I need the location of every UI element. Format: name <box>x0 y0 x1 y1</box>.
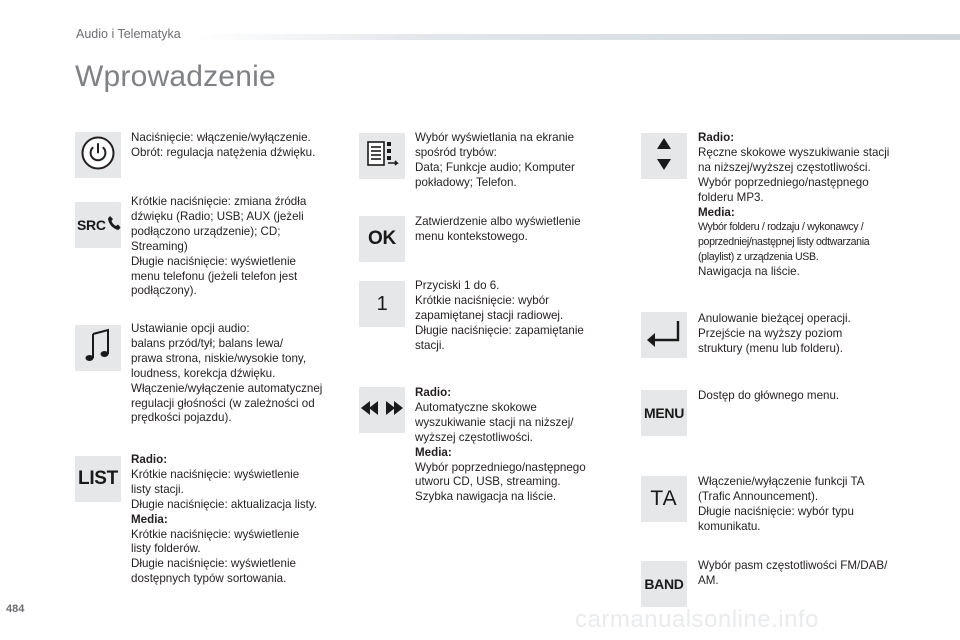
display-mode-icon <box>364 136 400 177</box>
ta-description: Włączenie/wyłączenie funkcji TA (Trafic Announcement). Długie naciśnięcie: wybór typu komunikatu. <box>698 475 865 533</box>
seek-arrows-icon <box>360 398 404 423</box>
music-note-icon <box>84 328 112 369</box>
up-down-arrows-icon <box>654 136 674 177</box>
list-label: LIST <box>78 468 118 489</box>
band-description: Wybór pasm częstotliwości FM/DAB/ AM. <box>698 559 888 587</box>
preset-1-key <box>359 281 405 327</box>
page-title: Wprowadzenie <box>75 60 276 93</box>
back-key <box>641 312 687 358</box>
ok-key <box>359 216 405 262</box>
section-header: Audio i Telematyka <box>76 27 181 41</box>
up-down-description: Radio: Ręczne skokowe wyszukiwanie stacji na niższej/wyższej częstotliwości. Wybór poprzedniego/następnego folderu MP3. Media: Wybór folderu / rodzaju / wykonawcy / poprzedniej/następnej listy odtwarzania (playlist) z urządzenia USB. Nawigacja na liście. <box>698 131 890 279</box>
src-description: Krótkie naciśnięcie: zmiana źródła dźwięku (Radio; USB; AUX (jeżeli podłączono urządzenie); CD; Streaming) Długie naciśnięcie: wyświetlenie menu telefonu (jeżeli telefon jest podłączony). <box>131 195 307 298</box>
phone-handset-icon <box>107 215 121 236</box>
list-description: Radio: Krótkie naciśnięcie: wyświetlenie listy stacji. Długie naciśnięcie: aktualizacja listy. Media: Krótkie naciśnięcie: wyświetlenie listy folderów. Długie naciśnięcie: wyświetlenie dostępnych typów sortowania. <box>131 453 318 586</box>
band-label: BAND <box>644 576 684 592</box>
seek-key <box>359 387 405 433</box>
ok-description: Zatwierdzenie albo wyświetlenie menu kontekstowego. <box>415 215 581 243</box>
menu-label: MENU <box>643 405 685 421</box>
watermark: carmanualsonline.info <box>575 606 819 633</box>
power-icon <box>80 135 116 176</box>
audio-description: Ustawianie opcji audio: balans przód/tył; balans lewa/ prawa strona, niskie/wysokie tony, loudness, korekcja dźwięku. Włączenie/wyłączenie automatycznej regulacji głośności (w zależności od prędkości pojazdu). <box>131 322 323 425</box>
back-arrow-icon <box>645 318 683 353</box>
seek-description: Radio: Automatyczne skokowe wyszukiwanie stacji na niższej/ wyższej częstotliwości. Media: Wybór poprzedniego/następnego utworu CD, USB, streaming. Szybka nawigacja na liście. <box>415 386 586 504</box>
back-description: Anulowanie bieżącej operacji. Przejście na wyższy poziom struktury (menu lub folderu). <box>698 312 851 355</box>
preset-description: Przyciski 1 do 6. Krótkie naciśnięcie: wybór zapamiętanej stacji radiowej. Długie naciśnięcie: zapamiętanie stacji. <box>415 279 584 352</box>
menu-key <box>641 390 687 436</box>
ta-label: TA <box>650 487 678 510</box>
list-key <box>75 456 121 502</box>
power-key <box>75 132 121 178</box>
ta-key <box>641 476 687 522</box>
up-down-key <box>641 133 687 179</box>
power-description: Naciśnięcie: włączenie/wyłączenie. Obrót: regulacja natężenia dźwięku. <box>131 131 316 159</box>
display-mode-key <box>359 133 405 179</box>
src-key <box>75 202 121 248</box>
ok-label: OK <box>368 228 396 249</box>
preset-1-label: 1 <box>376 292 388 315</box>
page-number: 484 <box>6 603 25 615</box>
band-key <box>641 561 687 607</box>
menu-description: Dostęp do głównego menu. <box>698 389 840 402</box>
audio-settings-key <box>75 325 121 371</box>
header-rule <box>196 34 960 40</box>
display-mode-description: Wybór wyświetlania na ekranie spośród trybów: Data; Funkcje audio; Komputer pokładowy; Telefon. <box>415 131 575 189</box>
src-label: SRC <box>77 217 106 233</box>
